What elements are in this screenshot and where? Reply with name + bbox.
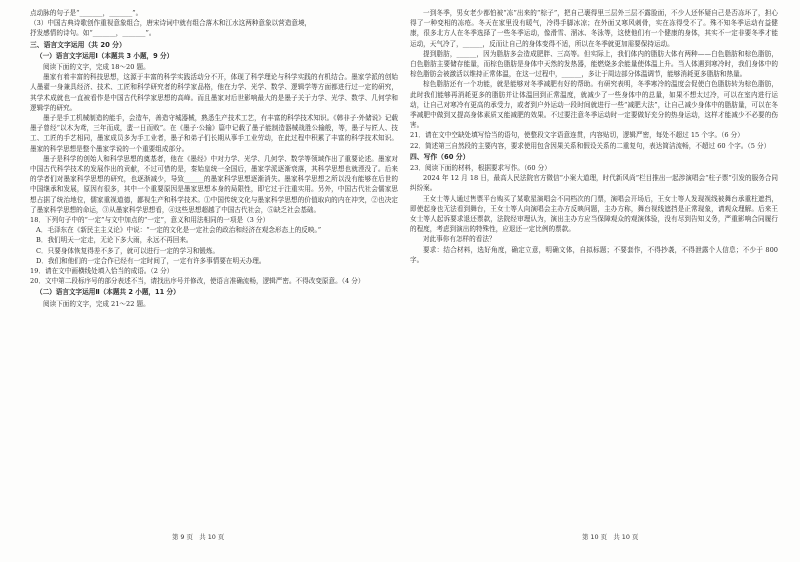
question-18-option-c: C．只要身体恢复得差不多了，就可以进行一定的学习和锻炼。 — [36, 246, 220, 255]
section-3-title: 三、语言文字运用（共 20 分） — [30, 40, 126, 49]
material-paragraph: 对此事你有怎样的看法？ — [423, 235, 496, 244]
subsection-1-instruction: 阅读下面的文字，完成 18～20 题。 — [43, 63, 150, 72]
subsection-2-instruction: 阅读下面的文字，完成 21～22 题。 — [43, 299, 150, 308]
fill-line-3: 抒发感情的诗句。如“_______，_______”。 — [30, 29, 156, 38]
question-18: 18．下列句子中的“一定”与文中加点的“一定”，意义和用法相同的一项是（3 分） — [30, 216, 270, 225]
fill-line-2: （3）中国古典诗歌创作重视意象组合，唐宋诗词中就有组合落木和江水这两种意象以营造意境， — [30, 19, 312, 28]
right-page — [410, 8, 778, 528]
passage-paragraph: 提到脂肪，______，因为脂肪多会造成肥胖、三高等。但实际上，我们体内的脂肪大体有两种——白色脂肪和棕色脂肪，白色脂肪主要储存能量，而棕色脂肪是身体中天然的发热器，能燃烧多余能量使体温上升。当人体遇到寒冷时，我们身体中的棕色脂肪会被激活以维持正常体温，在这一过程中，______，多让于周边部分体温调节，能够消耗更多脂肪和热量。 — [410, 49, 778, 79]
question-20: 20．文中第二段标序号的部分表述不当，请找出序号并修改，使语言准确流畅，逻辑严密。不得改变原意。（4 分） — [30, 277, 365, 286]
material-paragraph: 王女士等人通过售票平台购买了某歌星演唱会不同档次的门票，演唱会开场后，王女士等人发现视线被舞台承重柱遮挡，即使起身也无法看到舞台，王女士等人向演唱会主办方反映问题，主办方称，舞台视线遮挡是正常现象，请观众理解。后来王女士等人起诉要求退还票款，法院经审理认为，演出主办方应当保障观众的观演体验，没有尽到告知义务，严重影响合同履行的程度，考虑到演出的特殊性，应退还一定比例的票款。 — [410, 194, 778, 234]
passage-paragraph: 墨子是科学的创始人和科学思想的奠基者，他在《墨经》中对力学、光学、几何学、数学等领域作出了重要论述。墨家对中国古代科学技术的发展作出的贡献，不过可惜的是，秦始皇统一全国后，墨家学派逐渐衰落，其科学思想也就湮没了。后来的学者们对墨家科学思想的研究，也逐渐减少，导致______的墨家科学思想逐渐消失。墨家科学思想之所以没有能够在后世的中国继承和发展，原因有很多，其中一个重要原因是墨家思想本身的局限性，即它过于注重实用。另外，中国古代社会儒家思想占据了统治地位，儒家重视道德，鄙视生产和科学技术。①中国传统文化与墨家科学思想的价值取向的内在冲突，②也决定了墨家科学思想的命运，③从墨家科学思想看，④这些思想超越了中国古代社会，⑤缺乏社会基础。 — [30, 154, 398, 214]
page-number-left: 第 9 页 共 10 页 — [172, 533, 225, 541]
question-22: 22．简述第三自然段的主要内容，要求使用包含因果关系和假设关系的二重复句，表达简洁流畅，不超过 60 个字。（5 分） — [410, 141, 771, 150]
question-23: 23．阅读下面的材料，根据要求写作。（60 分） — [410, 164, 551, 173]
subsection-1-title: （一）语言文字运用Ⅰ（本题共 3 小题，9 分） — [36, 51, 174, 60]
left-page — [30, 8, 398, 528]
question-18-option-b: B．我们明天一定走，无论下多大雨，永远不再回来。 — [36, 236, 193, 245]
question-18-option-a: A．毛泽东在《新民主主义论》中说：“一定的文化是一定社会的政治和经济在观念形态上的反映。” — [36, 226, 322, 235]
subsection-2-title: （二）语言文字运用Ⅱ（本题共 2 小题，11 分） — [36, 288, 180, 297]
passage-paragraph: 棕色脂肪还有一个功能，就是能够对冬季减肥有好的帮助。有研究表明，冬季寒冷的温度会促使白色脂肪转为棕色脂肪，此时我们能够再消耗更多的脂肪并让体温回到正常温度，就减少了一些身体中的总量，如果不想太过冷，可以在室内进行运动，让自己对寒冷有更高的承受力，或者到户外运动一段时间就进行一些“减肥大法”，让自己减少身体中的脂肪量，可以在冬季减肥中做到又提高身体素质又能减肥的效果。不过要注意冬季运动时一定要做好充分的热身运动，这样才能减少不必要的伤害。 — [410, 80, 778, 130]
passage-paragraph: 一到冬季，男女老少都怕被“冻”出来的“棕子”，把自己裹得里三层外三层不露脸面，不少人还怀疑自己是否冻坏了，担心得了一种变相的冻疮。冬天在家里没有暖气，冷得手脚冰凉；在外面又寒风刺骨，实在冻得受不了。殊不知冬季运动有益健康，很多北方人在冬季选择了一些冬季运动，像滑雪、溜冰、冬泳等，这使他们有一个健康的身体，其实不一定非要冬季才能运动，天气冷了，______，反而让自己的身体变得不适，所以在冬季就更加需要保持运动。 — [410, 9, 778, 48]
passage-paragraph: 墨子是手工机械制造的能手，会造车，善造守城器械，熟悉生产技术工艺，有丰富的科学技术知识。《韩非子·外储说》记载墨子曾经“以木为鸢，三年而成，蜚一日而败”。在《墨子·公输》篇中记载了墨子能制造器械战胜公输般，等，墨子与匠人、技工、工匠的手艺相同，墨家成员多为手工业者，墨子和弟子们长期从事手工业劳动，在此过程中积累了丰富的科学技术知识。墨家的科学思想是整个墨家学说的一个重要组成部分。 — [30, 114, 398, 153]
material-paragraph: 2024 年 12 月 18 日，最高人民法院官方微信“小案大道理，时代新风尚”栏目推出一起涉演唱会“柱子票”引发的服务合同纠纷案。 — [410, 174, 778, 193]
question-21: 21．请在文中空缺处填写恰当的语句，使整段文字语意连贯，内容贴切，逻辑严密，每处不超过 15 个字。（6 分） — [410, 131, 744, 140]
question-18-option-d: D．我们和他们的一定合作已经有一定时间了，一定有许多事情要在明天办理。 — [36, 256, 266, 265]
section-4-title: 四、写作（60 分） — [410, 152, 470, 161]
fill-line-1: 点动脉的句子是“_______，_______”。 — [30, 9, 143, 17]
question-19: 19．请在文中画横线处填入恰当的成语。（2 分） — [30, 267, 174, 276]
writing-requirements: 要求：结合材料，选好角度，确定立意，明确文体，自拟标题；不要套作，不得抄袭，不得泄露个人信息；不少于 800 字。 — [410, 245, 778, 264]
page-number-right: 第 10 页 共 10 页 — [582, 533, 639, 541]
passage-paragraph: 墨家有着丰富的科技思想，这源于丰富的科学实践活动分不开，体现了科学理论与科学实践的有机结合。墨家学派的创始人墨翟一身兼具经济、技术、工匠和科学研究者的科学家品格，他在力学、光学、数学、逻辑学等方面都进行过一定的研究，其学术成就也一直被看作是中国古代科学家思想的高峰。而且墨家对后世影响最大的是墨子关于力学、光学、数学、几何学和逻辑学的研究。 — [30, 73, 398, 112]
